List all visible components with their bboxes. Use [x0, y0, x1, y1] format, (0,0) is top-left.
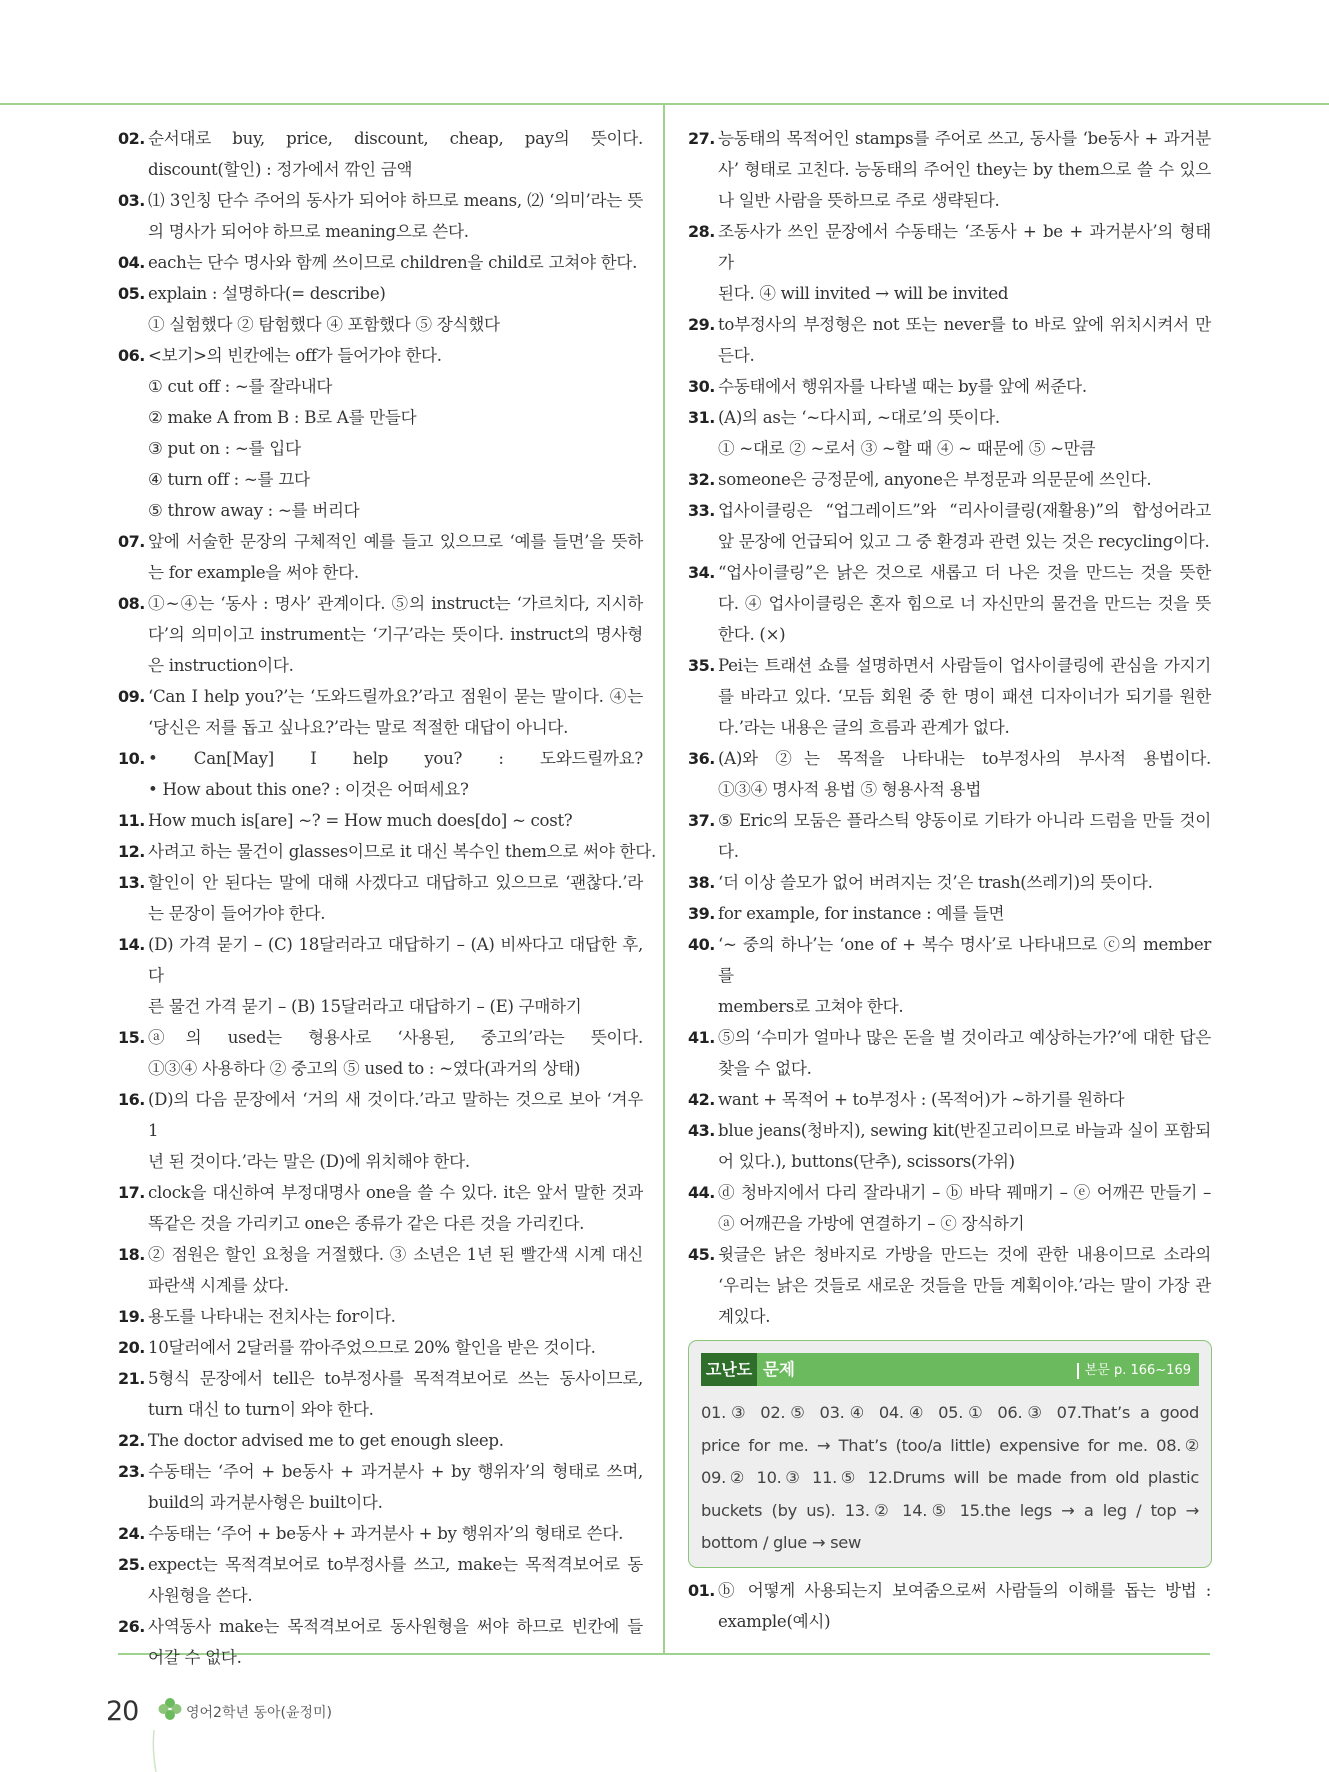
- item-text-line: 다.’라는 내용은 글의 흐름과 관계가 없다.: [718, 718, 1010, 737]
- item-number: 36.: [688, 749, 715, 768]
- item-text-line: 어갈 수 없다.: [148, 1648, 242, 1667]
- answer-item: [118, 1177, 643, 1239]
- item-number: 45.: [688, 1245, 715, 1264]
- item-number: 43.: [688, 1121, 715, 1140]
- item-number: 27.: [688, 129, 715, 148]
- item-text-line: (A)의 as는 ‘~다시피, ~대로’의 뜻이다.: [718, 408, 1000, 427]
- item-text-line: ⑴ 3인칭 단수 주어의 동사가 되어야 하므로 means, ⑵ ‘의미’라는 뜻: [148, 191, 643, 210]
- decorative-curve: [150, 1730, 170, 1772]
- answer-key-line: 01.③ 02.⑤ 03.④ 04.④ 05.① 06.③ 07.That’s a good: [701, 1403, 1199, 1422]
- item-text-line: ⑤의 ‘수미가 얼마나 많은 돈을 벌 것이라고 예상하는가?’에 대한 답은: [718, 1028, 1211, 1047]
- item-text-line: • How about this one? : 이것은 어떠세요?: [148, 780, 469, 799]
- item-number: 06.: [118, 346, 145, 365]
- answer-item: [688, 557, 1211, 650]
- item-text-line: 앞 문장에 언급되어 있고 그 중 환경과 관련 있는 것은 recycling이다.: [718, 532, 1210, 551]
- item-number: 32.: [688, 470, 715, 489]
- answer-key-line: buckets (by us). 13.② 14.⑤ 15.the legs → a leg / top →: [701, 1500, 1199, 1520]
- left-column: [118, 123, 656, 1673]
- item-text-line: 사’ 형태로 고친다. 능동태의 주어인 they는 by them으로 쓸 수 있으: [718, 160, 1211, 179]
- item-number: 26.: [118, 1617, 145, 1636]
- item-number: 33.: [688, 501, 715, 520]
- item-text-line: 수동태는 ‘주어 + be동사 + 과거분사 + by 행위자’의 형태로 쓴다.: [148, 1524, 624, 1543]
- answer-item: [118, 526, 643, 588]
- answer-item: [118, 1363, 643, 1425]
- item-number: 20.: [118, 1338, 145, 1357]
- answer-box-header: [701, 1353, 1199, 1386]
- item-text-line: 든다.: [718, 346, 755, 365]
- item-text-line: 찾을 수 없다.: [718, 1059, 812, 1078]
- item-text-line: members로 고쳐야 한다.: [718, 997, 904, 1016]
- item-text-line: ‘더 이상 쓸모가 없어 버려지는 것’은 trash(쓰레기)의 뜻이다.: [718, 873, 1153, 892]
- item-text-line: ⓐ 어깨끈을 가방에 연결하기 – ⓒ 장식하기: [718, 1214, 1025, 1233]
- clover-icon: [158, 1697, 182, 1723]
- answer-box-title: 문제: [763, 1360, 795, 1379]
- item-text-line: ①③④ 사용하다 ② 중고의 ⑤ used to : ~였다(과거의 상태): [148, 1059, 581, 1078]
- item-text-line: ⓑ 어떻게 사용되는지 보여줌으로써 사람들의 이해를 돕는 방법 :: [718, 1581, 1211, 1600]
- answer-item: [688, 309, 1211, 371]
- item-text-line: 된다. ④ will invited → will be invited: [718, 284, 1009, 303]
- answer-item: [688, 867, 1211, 898]
- answer-item: [118, 1332, 643, 1363]
- item-text-line: ① cut off : ~를 잘라내다: [148, 377, 333, 396]
- item-number: 12.: [118, 842, 145, 861]
- page-reference: 본문 p. 166~169: [1077, 1363, 1191, 1379]
- item-text-line: turn 대신 to turn이 와야 한다.: [148, 1400, 374, 1419]
- item-text-line: ⓓ 청바지에서 다리 잘라내기 – ⓑ 바닥 꿰매기 – ⓔ 어깨끈 만들기 –: [718, 1183, 1211, 1202]
- answer-item: [688, 402, 1211, 464]
- answer-box: [688, 1340, 1212, 1568]
- answer-item: [118, 1301, 643, 1332]
- item-text-line: ④ turn off : ~를 끄다: [148, 470, 310, 489]
- item-number: 37.: [688, 811, 715, 830]
- item-text-line: 른 물건 가격 묻기 – (B) 15달러라고 대답하기 – (E) 구매하기: [148, 997, 582, 1016]
- answer-item: [688, 1115, 1211, 1177]
- answer-item: [118, 1611, 643, 1673]
- item-text-line: 다.: [718, 842, 739, 861]
- item-number: 15.: [118, 1028, 145, 1047]
- item-text-line: ‘Can I help you?’는 ‘도와드릴까요?’라고 점원이 묻는 말이다. ④는: [148, 687, 643, 706]
- item-text-line: 조동사가 쓰인 문장에서 수동태는 ‘조동사 + be + 과거분사’의 형태가: [718, 222, 1211, 272]
- item-number: 07.: [118, 532, 145, 551]
- item-text-line: 년 된 것이다.’라는 말은 (D)에 위치해야 한다.: [148, 1152, 470, 1171]
- item-number: 30.: [688, 377, 715, 396]
- item-text-line: want + 목적어 + to부정사 : (목적어)가 ~하기를 원하다: [718, 1090, 1125, 1109]
- item-text-line: 는 문장이 들어가야 한다.: [148, 904, 326, 923]
- extra-explanation: [688, 1575, 1211, 1637]
- item-number: 44.: [688, 1183, 715, 1202]
- item-text-line: 사려고 하는 물건이 glasses이므로 it 대신 복수인 them으로 써야 한다.: [148, 842, 656, 861]
- item-number: 31.: [688, 408, 715, 427]
- item-text-line: ① 실험했다 ② 탐험했다 ④ 포함했다 ⑤ 장식했다: [148, 315, 500, 334]
- answer-item: [688, 123, 1211, 216]
- item-number: 39.: [688, 904, 715, 923]
- item-text-line: ‘당신은 저를 돕고 싶나요?’라는 말로 적절한 대답이 아니다.: [148, 718, 569, 737]
- item-text-line: (D)의 다음 문장에서 ‘거의 새 것이다.’라고 말하는 것으로 보아 ‘겨우 1: [148, 1090, 643, 1140]
- item-number: 10.: [118, 749, 145, 768]
- item-text-line: 똑같은 것을 가리키고 one은 종류가 같은 다른 것을 가리킨다.: [148, 1214, 585, 1233]
- answer-box-body: [701, 1397, 1199, 1560]
- item-number: 38.: [688, 873, 715, 892]
- answer-item: [118, 1084, 643, 1177]
- item-number: 28.: [688, 222, 715, 241]
- item-text-line: 사원형을 쓴다.: [148, 1586, 253, 1605]
- item-text-line: 다’의 의미이고 instrument는 ‘기구’라는 뜻이다. instruct의 명사형: [148, 625, 643, 644]
- item-text-line: 를 바라고 있다. ‘모듬 회원 중 한 명이 패션 디자이너가 되기를 원한: [718, 687, 1211, 706]
- item-number: 22.: [118, 1431, 145, 1450]
- item-number: 40.: [688, 935, 715, 954]
- item-text-line: build의 과거분사형은 built이다.: [148, 1493, 383, 1512]
- item-number: 21.: [118, 1369, 145, 1388]
- item-text-line: discount(할인) : 정가에서 깎인 금액: [148, 160, 413, 179]
- item-text-line: ⓐ의 used는 형용사로 ‘사용된, 중고의’라는 뜻이다.: [148, 1028, 643, 1047]
- item-text-line: 할인이 안 된다는 말에 대해 사겠다고 대답하고 있으므로 ‘괜찮다.’라: [148, 873, 643, 892]
- difficulty-tag: 고난도: [701, 1353, 757, 1386]
- column-divider: [663, 105, 665, 1655]
- item-text-line: ‘~ 중의 하나’는 ‘one of + 복수 명사’로 나타내므로 ⓒ의 member를: [718, 935, 1211, 985]
- item-text-line: ③ put on : ~를 입다: [148, 439, 301, 458]
- item-text-line: <보기>의 빈칸에는 off가 들어가야 한다.: [148, 346, 442, 365]
- answer-item: [688, 805, 1211, 867]
- item-text-line: example(예시): [718, 1612, 831, 1631]
- page-number: 20: [106, 1696, 139, 1727]
- item-number: 04.: [118, 253, 145, 272]
- item-text-line: ⑤ Eric의 모둠은 플라스틱 양동이로 기타가 아니라 드럼을 만들 것이: [718, 811, 1211, 830]
- item-number: 17.: [118, 1183, 145, 1202]
- answer-item: [118, 123, 643, 185]
- item-text-line: blue jeans(청바지), sewing kit(반짇고리이므로 바늘과 실이 포함되: [718, 1121, 1211, 1140]
- answer-item: [118, 1425, 643, 1456]
- item-number: 08.: [118, 594, 145, 613]
- item-text-line: 사역동사 make는 목적격보어로 동사원형을 써야 하므로 빈칸에 들: [148, 1617, 643, 1636]
- answer-item: [688, 929, 1211, 1022]
- answer-item: [688, 1575, 1211, 1637]
- item-number: 01.: [688, 1581, 715, 1600]
- item-text-line: 한다. (×): [718, 625, 786, 644]
- item-text-line: for example, for instance : 예를 들면: [718, 904, 1005, 923]
- answer-item: [688, 1177, 1211, 1239]
- answer-item: [118, 1456, 643, 1518]
- item-number: 42.: [688, 1090, 715, 1109]
- answer-item: [118, 278, 643, 340]
- item-text-line: someone은 긍정문에, anyone은 부정문과 의문문에 쓰인다.: [718, 470, 1152, 489]
- item-text-line: ② make A from B : B로 A를 만들다: [148, 408, 417, 427]
- item-number: 11.: [118, 811, 145, 830]
- answer-item: [118, 340, 643, 526]
- item-text-line: ① ~대로 ② ~로서 ③ ~할 때 ④ ~ 때문에 ⑤ ~만큼: [718, 439, 1096, 458]
- answer-item: [118, 681, 643, 743]
- item-number: 16.: [118, 1090, 145, 1109]
- item-number: 14.: [118, 935, 145, 954]
- item-text-line: How much is[are] ~? = How much does[do] ~ cost?: [148, 811, 573, 830]
- answer-item: [688, 495, 1211, 557]
- item-text-line: explain : 설명하다(= describe): [148, 284, 386, 303]
- answer-item: [688, 216, 1211, 309]
- item-text-line: 업사이클링은 “업그레이드”와 “리사이클링(재활용)”의 합성어라고: [718, 501, 1211, 520]
- item-text-line: 수동태에서 행위자를 나타낼 때는 by를 앞에 써준다.: [718, 377, 1087, 396]
- item-text-line: The doctor advised me to get enough sleep.: [148, 1431, 504, 1450]
- item-number: 09.: [118, 687, 145, 706]
- answer-item: [118, 247, 643, 278]
- item-text-line: 나 일반 사람을 뜻하므로 주로 생략된다.: [718, 191, 1000, 210]
- answer-item: [118, 1239, 643, 1301]
- answer-item: [688, 898, 1211, 929]
- answer-item: [688, 743, 1211, 805]
- item-text-line: 순서대로 buy, price, discount, cheap, pay의 뜻이다.: [148, 129, 643, 148]
- item-text-line: 다. ④ 업사이클링은 혼자 힘으로 너 자신만의 물건을 만드는 것을 뜻: [718, 594, 1211, 613]
- item-number: 24.: [118, 1524, 145, 1543]
- answer-item: [118, 588, 643, 681]
- item-text-line: 앞에 서술한 문장의 구체적인 예를 들고 있으므로 ‘예를 들면’을 뜻하: [148, 532, 643, 551]
- book-title: 영어2학년 동아(윤정미): [186, 1705, 332, 1721]
- answer-key-line: bottom / glue → sew: [701, 1533, 862, 1552]
- item-number: 18.: [118, 1245, 145, 1264]
- item-text-line: (A)와 ②는 목적을 나타내는 to부정사의 부사적 용법이다.: [718, 749, 1211, 768]
- item-number: 41.: [688, 1028, 715, 1047]
- answer-item: [688, 1239, 1211, 1332]
- item-number: 05.: [118, 284, 145, 303]
- item-text-line: expect는 목적격보어로 to부정사를 쓰고, make는 목적격보어로 동: [148, 1555, 643, 1574]
- answer-item: [118, 1518, 643, 1549]
- answer-item: [118, 1022, 643, 1084]
- item-text-line: 는 for example을 써야 한다.: [148, 563, 359, 582]
- item-text-line: 계있다.: [718, 1307, 771, 1326]
- item-number: 25.: [118, 1555, 145, 1574]
- item-text-line: ② 점원은 할인 요청을 거절했다. ③ 소년은 1년 된 빨간색 시계 대신: [148, 1245, 643, 1264]
- item-number: 19.: [118, 1307, 145, 1326]
- item-text-line: (D) 가격 묻기 – (C) 18달러라고 대답하기 – (A) 비싸다고 대답한 후, 다: [148, 935, 643, 985]
- item-number: 29.: [688, 315, 715, 334]
- item-text-line: 수동태는 ‘주어 + be동사 + 과거분사 + by 행위자’의 형태로 쓰며,: [148, 1462, 643, 1481]
- item-text-line: Pei는 트래션 쇼를 설명하면서 사람들이 업사이클링에 관심을 가지기: [718, 656, 1211, 675]
- item-number: 02.: [118, 129, 145, 148]
- answer-item: [118, 1549, 643, 1611]
- item-text-line: 은 instruction이다.: [148, 656, 294, 675]
- answer-key-line: price for me. → That’s (too/a little) expensive for me. 08.②: [701, 1435, 1199, 1455]
- answer-item: [688, 650, 1211, 743]
- answer-item: [118, 185, 643, 247]
- item-text-line: ‘우리는 낡은 것들로 새로운 것들을 만들 계획이야.’라는 말이 가장 관: [718, 1276, 1211, 1295]
- item-text-line: 의 명사가 되어야 하므로 meaning으로 쓴다.: [148, 222, 469, 241]
- item-number: 13.: [118, 873, 145, 892]
- item-text-line: 윗글은 낡은 청바지로 가방을 만드는 것에 관한 내용이므로 소라의: [718, 1245, 1211, 1264]
- item-text-line: ①③④ 명사적 용법 ⑤ 형용사적 용법: [718, 780, 982, 799]
- item-text-line: “업사이클링”은 낡은 것으로 새롭고 더 나은 것을 만드는 것을 뜻한: [718, 563, 1211, 582]
- item-number: 35.: [688, 656, 715, 675]
- item-text-line: to부정사의 부정형은 not 또는 never를 to 바로 앞에 위치시켜서 만: [718, 315, 1211, 334]
- answer-item: [118, 929, 643, 1022]
- item-text-line: 어 있다.), buttons(단추), scissors(가위): [718, 1152, 1015, 1171]
- answer-item: [118, 805, 643, 836]
- item-text-line: 5형식 문장에서 tell은 to부정사를 목적격보어로 쓰는 동사이므로,: [148, 1369, 643, 1388]
- item-text-line: 10달러에서 2달러를 깎아주었으므로 20% 할인을 받은 것이다.: [148, 1338, 596, 1357]
- item-number: 23.: [118, 1462, 145, 1481]
- answer-item: [688, 1084, 1211, 1115]
- item-text-line: each는 단수 명사와 함께 쓰이므로 children을 child로 고쳐야 한다.: [148, 253, 638, 272]
- item-text-line: 파란색 시계를 샀다.: [148, 1276, 289, 1295]
- item-text-line: 능동태의 목적어인 stamps를 주어로 쓰고, 동사를 ‘be동사 + 과거분: [718, 129, 1211, 148]
- right-column: [688, 123, 1211, 1332]
- item-text-line: clock을 대신하여 부정대명사 one을 쓸 수 있다. it은 앞서 말한 것과: [148, 1183, 643, 1202]
- item-number: 34.: [688, 563, 715, 582]
- answer-key-line: 09.② 10.③ 11.⑤ 12.Drums will be made from old plastic: [701, 1468, 1199, 1487]
- item-number: 03.: [118, 191, 145, 210]
- answer-item: [118, 836, 656, 867]
- item-text-line: ①~④는 ‘동사 : 명사’ 관계이다. ⑤의 instruct는 ‘가르치다, 지시하: [148, 594, 643, 613]
- item-text-line: • Can[May] I help you? : 도와드릴까요?: [148, 749, 643, 768]
- answer-item: [688, 1022, 1211, 1084]
- answer-item: [688, 464, 1211, 495]
- item-text-line: ⑤ throw away : ~를 버리다: [148, 501, 360, 520]
- answer-item: [118, 867, 643, 929]
- answer-item: [118, 743, 643, 805]
- answer-item: [688, 371, 1211, 402]
- item-text-line: 용도를 나타내는 전치사는 for이다.: [148, 1307, 396, 1326]
